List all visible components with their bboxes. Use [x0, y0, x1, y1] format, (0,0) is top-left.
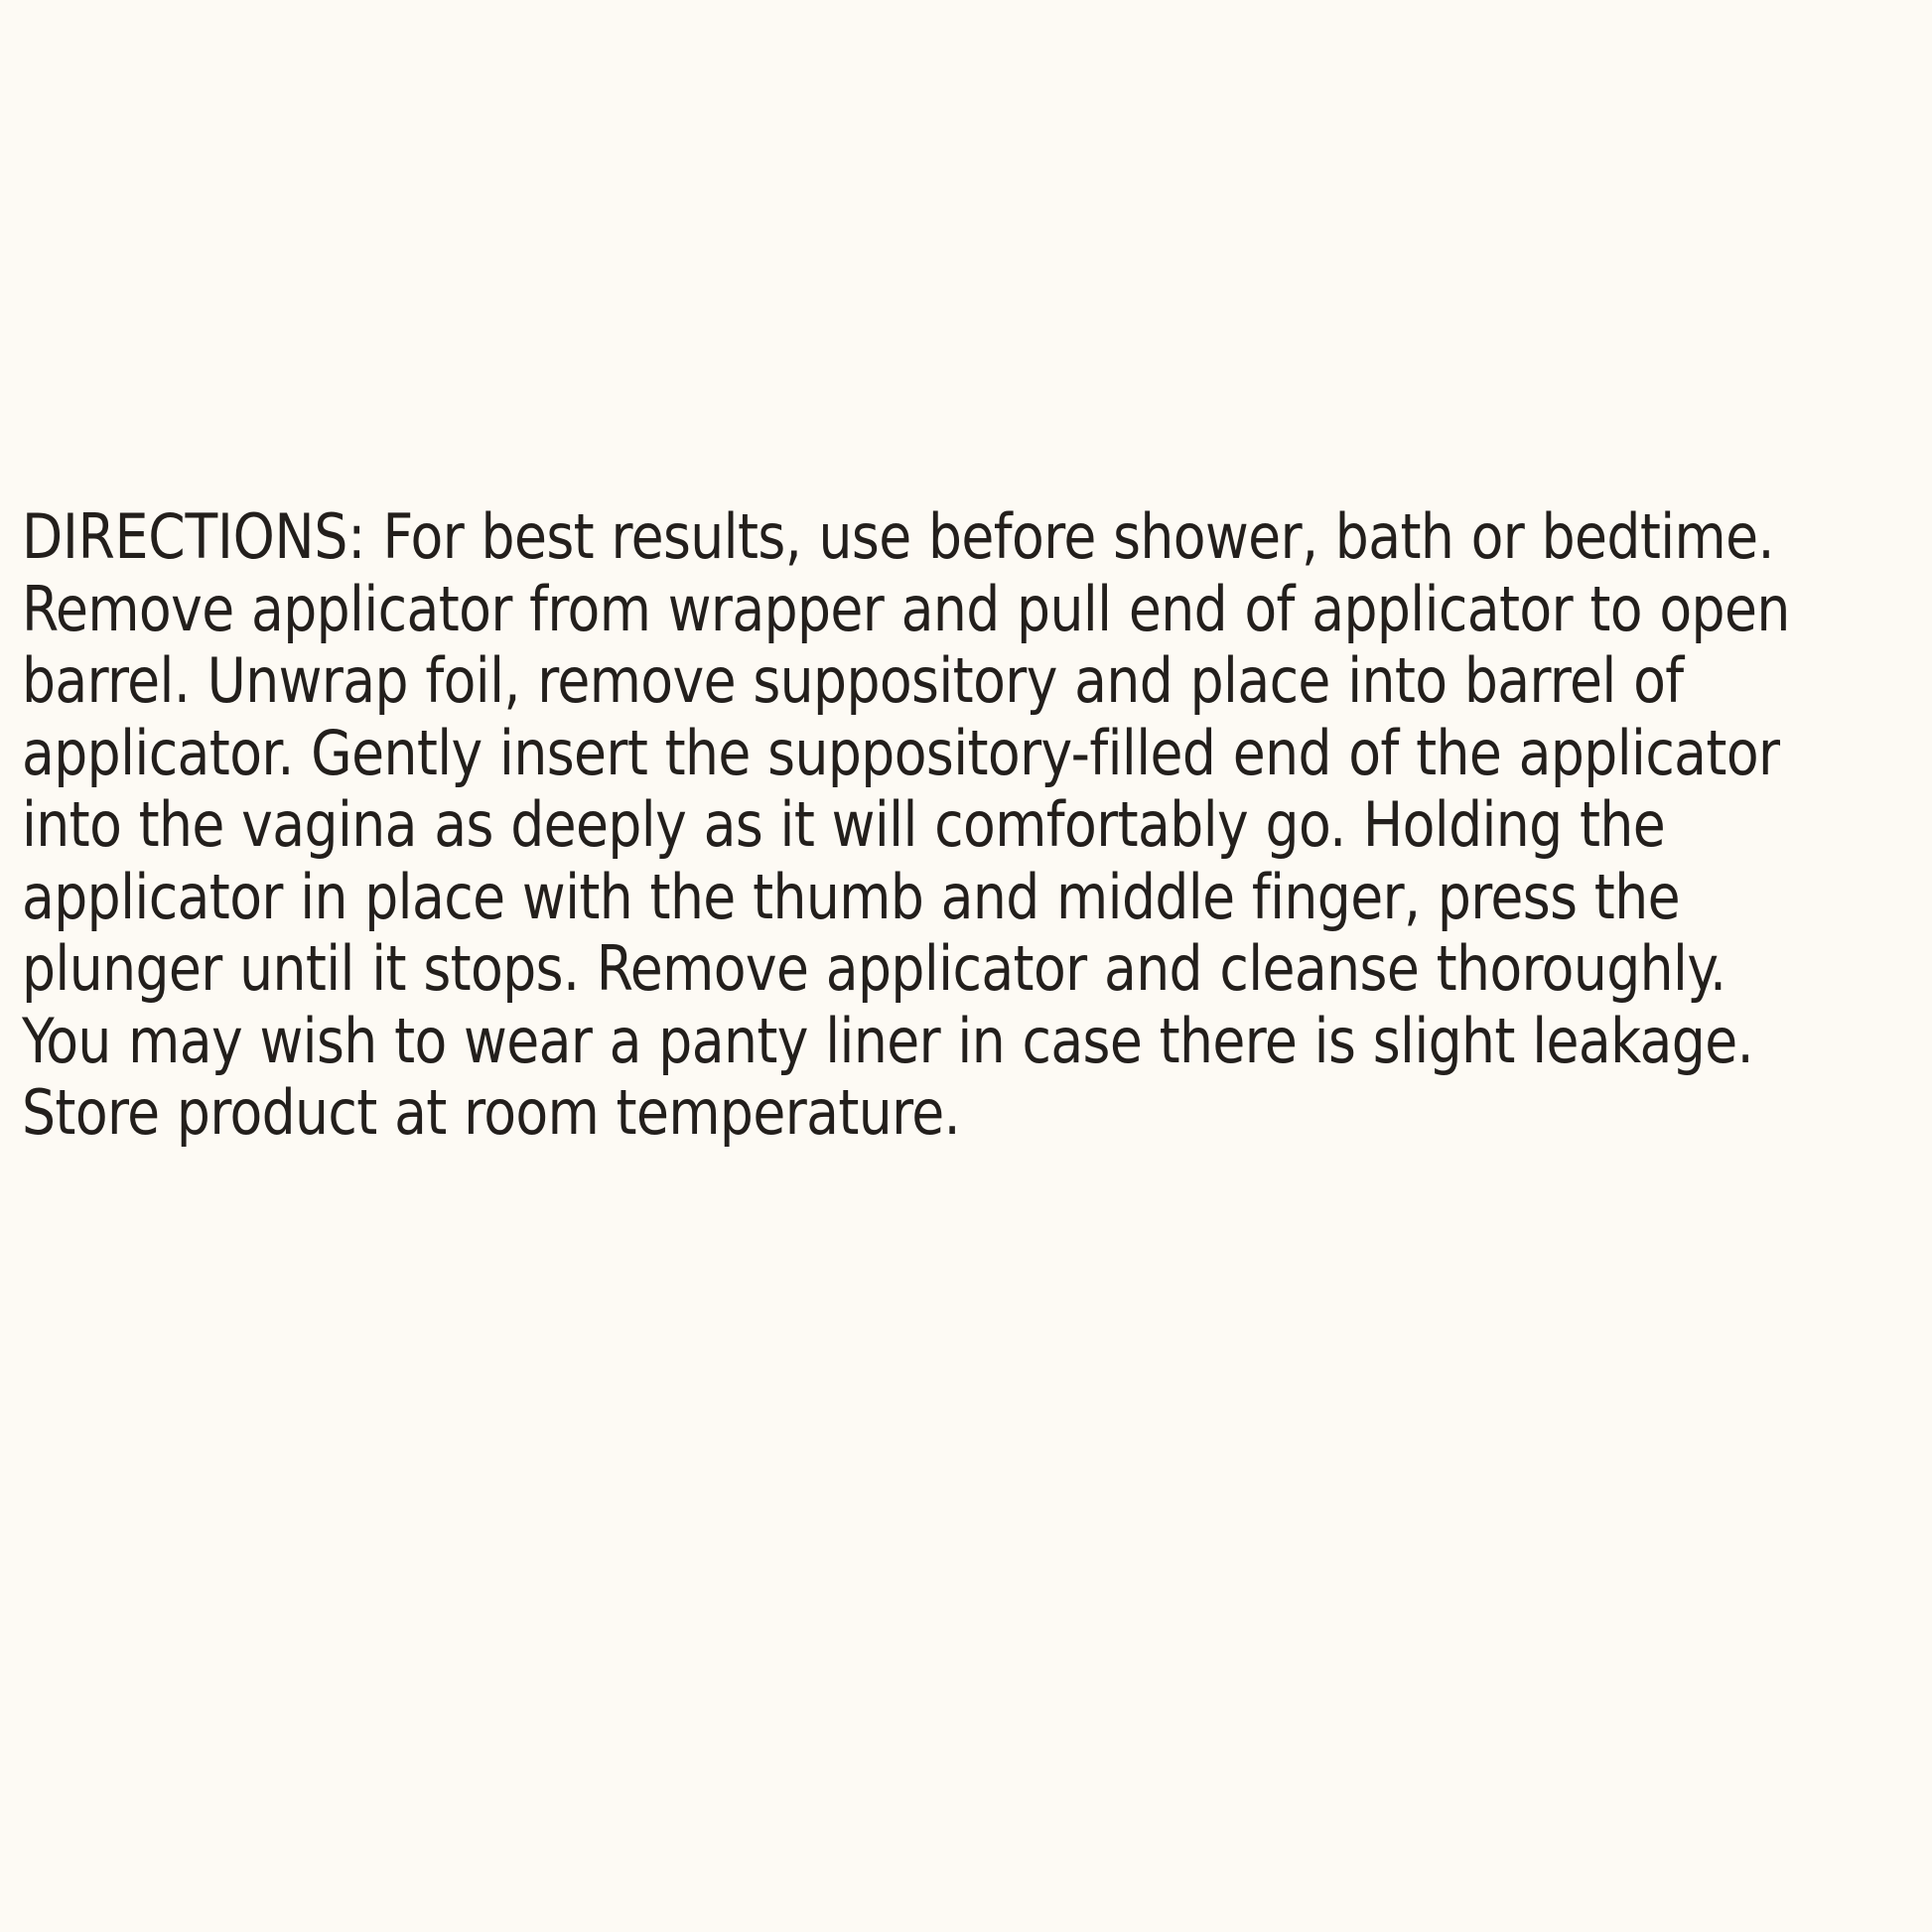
directions-heading: DIRECTIONS:	[22, 500, 366, 573]
directions-body: For best results, use before shower, bath or bedtime. Remove applicator from wrapper and pull end of applicator to open barrel. Unwrap foil, remove suppository and place into barrel of applicator. Gently insert the suppository-filled end of the applicator into the vagina as deeply as it will comfortably go. Holding the applicator in place with the thumb and middle finger, press the plunger until it stops. Remove applicator and cleanse thoroughly. You may wish to wear a panty liner in case there is slight leakage. Store product at room temperature.	[22, 500, 1790, 1150]
directions-paragraph	[22, 501, 1814, 1150]
directions-block	[22, 501, 1888, 1150]
